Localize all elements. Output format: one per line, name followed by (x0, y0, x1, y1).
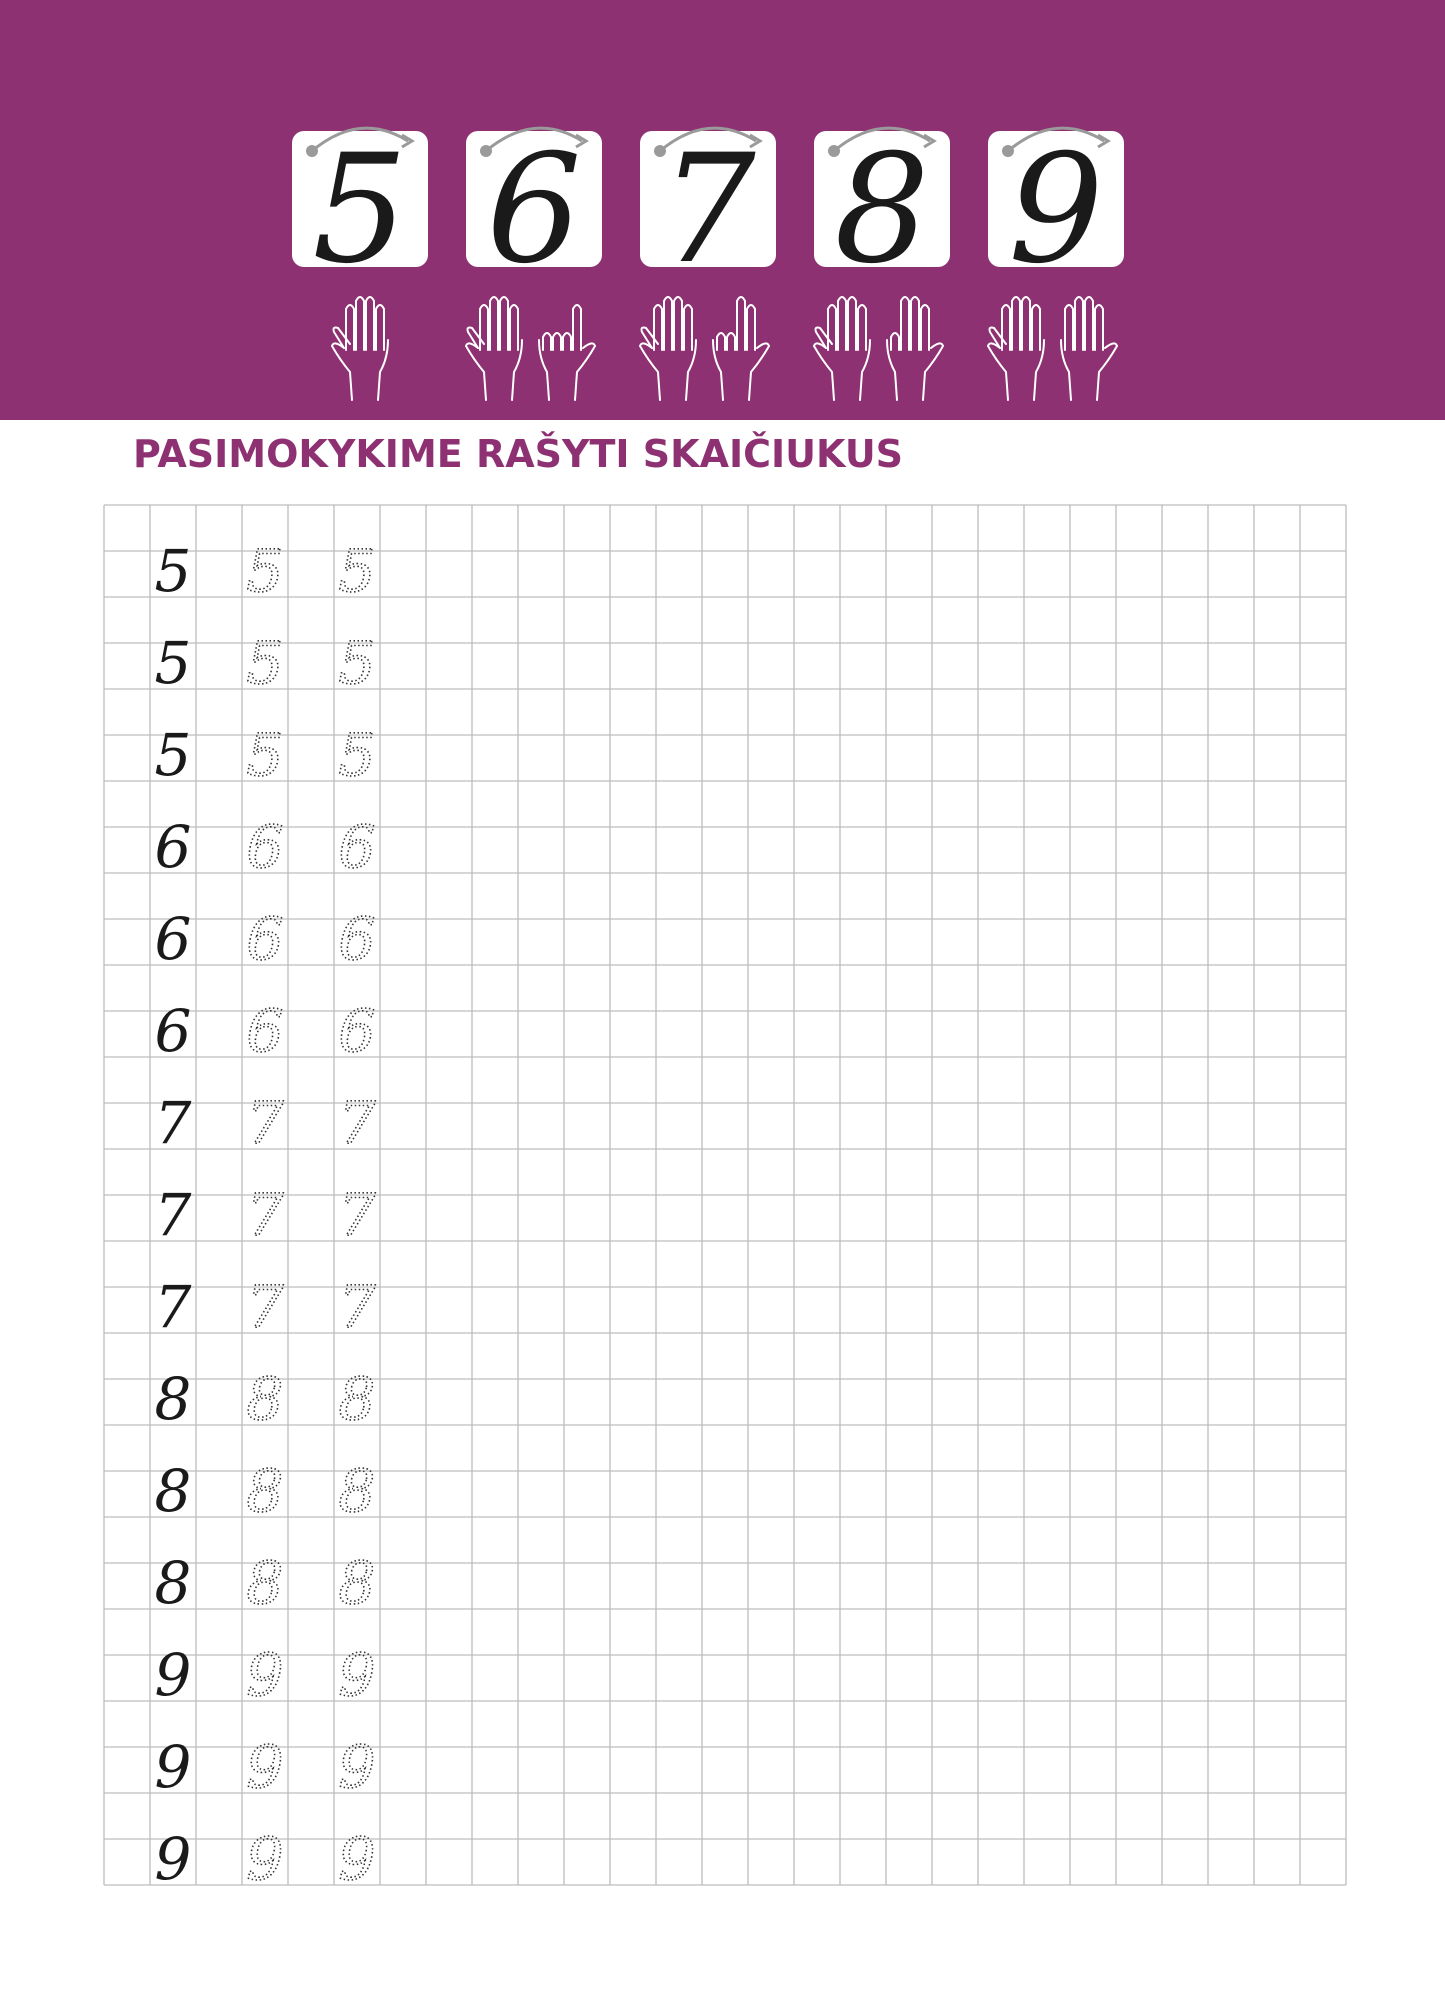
digit-glyph: 6 (486, 123, 582, 297)
traced-digit: 8 (246, 1365, 284, 1433)
traced-digit: 8 (338, 1549, 376, 1617)
counting-hands-icon (807, 292, 957, 402)
model-digit: 7 (154, 1273, 192, 1341)
traced-digit: 9 (338, 1641, 376, 1709)
traced-digit: 5 (338, 721, 376, 789)
traced-digit: 9 (338, 1733, 376, 1801)
traced-digit: 5 (338, 537, 376, 605)
traced-digit: 5 (246, 629, 284, 697)
model-digit: 7 (154, 1089, 192, 1157)
traced-digit: 9 (338, 1825, 376, 1886)
digit-glyph: 7 (660, 123, 756, 297)
model-digit: 8 (154, 1549, 192, 1617)
digit-card-6 (466, 123, 602, 297)
traced-digit: 6 (246, 997, 284, 1065)
traced-digit: 7 (338, 1089, 376, 1157)
model-digit: 8 (154, 1457, 192, 1525)
traced-digit: 9 (246, 1825, 284, 1886)
traced-digit: 8 (338, 1365, 376, 1433)
counting-hands-icon (633, 292, 783, 402)
digit-card-5 (292, 123, 428, 297)
digit-card-8 (814, 123, 950, 297)
traced-digit: 6 (246, 905, 284, 973)
model-digit: 9 (154, 1825, 192, 1886)
counting-hands-icon (459, 292, 609, 402)
traced-digit: 7 (246, 1181, 284, 1249)
traced-digit: 8 (246, 1549, 284, 1617)
digit-card-7 (640, 123, 776, 297)
traced-digit: 7 (338, 1273, 376, 1341)
model-digit: 6 (154, 813, 192, 881)
header-banner (0, 0, 1445, 420)
counting-hands-icon (981, 292, 1131, 402)
digit-glyph: 8 (834, 123, 930, 297)
traced-digit: 6 (338, 905, 376, 973)
traced-digit: 9 (246, 1641, 284, 1709)
digit-glyph: 9 (1008, 123, 1104, 297)
model-digit: 9 (154, 1733, 192, 1801)
traced-digit: 8 (246, 1457, 284, 1525)
model-digit: 7 (154, 1181, 192, 1249)
traced-digit: 5 (246, 537, 284, 605)
digit-glyph: 5 (312, 123, 408, 297)
traced-digit: 6 (338, 813, 376, 881)
traced-digit: 7 (338, 1181, 376, 1249)
traced-digit: 9 (246, 1733, 284, 1801)
traced-digit: 8 (338, 1457, 376, 1525)
model-digit: 6 (154, 905, 192, 973)
traced-digit: 7 (246, 1089, 284, 1157)
model-digit: 8 (154, 1365, 192, 1433)
traced-digit: 5 (338, 629, 376, 697)
counting-hands-icon (285, 292, 435, 402)
model-digit: 5 (154, 537, 192, 605)
traced-digit: 5 (246, 721, 284, 789)
traced-digit: 6 (338, 997, 376, 1065)
page-title: PASIMOKYKIME RAŠYTI SKAIČIUKUS (133, 432, 904, 476)
model-digit: 6 (154, 997, 192, 1065)
traced-digit: 7 (246, 1273, 284, 1341)
model-digit: 9 (154, 1641, 192, 1709)
digit-card-9 (988, 123, 1124, 297)
model-digit: 5 (154, 629, 192, 697)
model-digit: 5 (154, 721, 192, 789)
practice-grid (103, 504, 1347, 1886)
traced-digit: 6 (246, 813, 284, 881)
